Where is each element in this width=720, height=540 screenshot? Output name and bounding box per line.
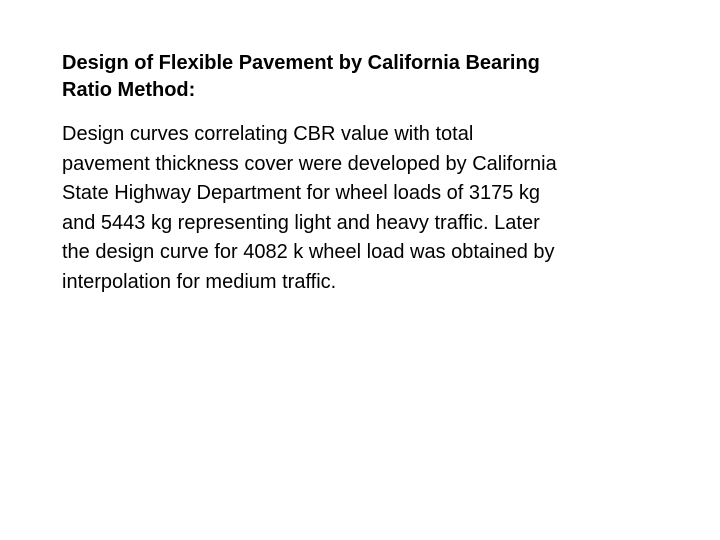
body-line: interpolation for medium traffic.: [62, 270, 337, 293]
body-line: pavement thickness cover were developed by California: [62, 152, 557, 175]
heading-line: Ratio Method:: [62, 79, 196, 101]
slide-heading: [62, 50, 662, 104]
body-line: the design curve for 4082 k wheel load was obtained by: [62, 241, 555, 263]
body-line: State Highway Department for wheel loads of 3175 kg: [62, 182, 541, 204]
body-line: and 5443 kg representing light and heavy traffic. Later: [62, 211, 540, 234]
body-line: Design curves correlating CBR value with total: [62, 123, 474, 145]
heading-line: Design of Flexible Pavement by California Bearing: [62, 52, 540, 74]
slide-body-text: [62, 120, 662, 297]
